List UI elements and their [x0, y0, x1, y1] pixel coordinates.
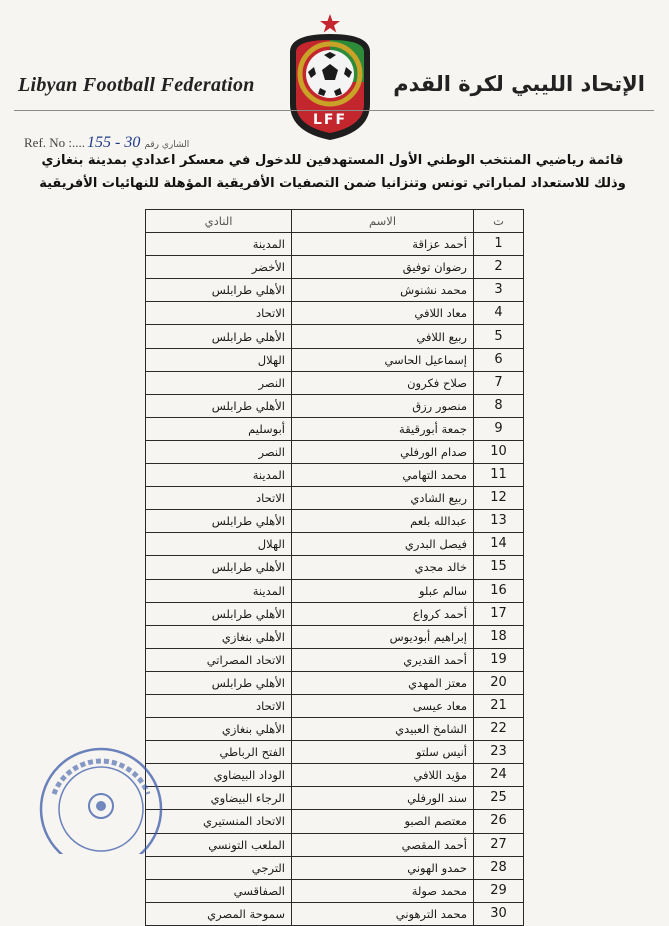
- row-number: 14: [474, 533, 524, 556]
- table-row: [146, 487, 524, 510]
- table-row: [146, 694, 524, 717]
- player-name: خالد مجدي: [292, 556, 474, 579]
- row-number: 15: [474, 556, 524, 579]
- player-club: الأهلي طرابلس: [146, 325, 292, 348]
- table-row: [146, 325, 524, 348]
- player-club: المدينة: [146, 579, 292, 602]
- row-number: 12: [474, 487, 524, 510]
- table-row: [146, 371, 524, 394]
- player-name: صدام الورفلي: [292, 440, 474, 463]
- table-row: [146, 764, 524, 787]
- table-row: [146, 440, 524, 463]
- player-name: فيصل البدري: [292, 533, 474, 556]
- row-number: 24: [474, 764, 524, 787]
- reference-number: [24, 134, 189, 152]
- row-number: 16: [474, 579, 524, 602]
- table-row: [146, 810, 524, 833]
- table-row: [146, 648, 524, 671]
- player-name: أحمد المقصي: [292, 833, 474, 856]
- player-club: النصر: [146, 371, 292, 394]
- player-name: صلاح فكرون: [292, 371, 474, 394]
- player-name: ربيع اللافي: [292, 325, 474, 348]
- document-title-line-1: قائمة رياضيي المنتخب الوطني الأول المستهدفين للدخول في معسكر اعدادي بمدينة بنغازي: [41, 153, 624, 168]
- player-club: أبوسليم: [146, 417, 292, 440]
- table-row: [146, 579, 524, 602]
- row-number: 26: [474, 810, 524, 833]
- player-name: الشامخ العبيدي: [292, 718, 474, 741]
- player-name: إسماعيل الحاسي: [292, 348, 474, 371]
- reference-value: 155 - 30: [87, 134, 141, 151]
- player-club: الأهلي بنغازي: [146, 718, 292, 741]
- player-name: سند الورفلي: [292, 787, 474, 810]
- player-club: الأهلي طرابلس: [146, 394, 292, 417]
- table-row: [146, 833, 524, 856]
- official-stamp: [36, 744, 166, 854]
- player-club: الهلال: [146, 348, 292, 371]
- player-club: الأهلي بنغازي: [146, 625, 292, 648]
- player-club: الصفاقسي: [146, 879, 292, 902]
- player-club: الاتحاد: [146, 302, 292, 325]
- player-name: معتصم الصبو: [292, 810, 474, 833]
- row-number: 17: [474, 602, 524, 625]
- row-number: 5: [474, 325, 524, 348]
- row-number: 22: [474, 718, 524, 741]
- player-name: محمد نشنوش: [292, 279, 474, 302]
- player-roster-table: [145, 209, 524, 926]
- player-club: الفتح الرباطي: [146, 741, 292, 764]
- player-name: أحمد عزاقة: [292, 233, 474, 256]
- player-name: عبدالله بلعم: [292, 510, 474, 533]
- player-name: معتز المهدي: [292, 671, 474, 694]
- table-row: [146, 279, 524, 302]
- lff-logo: [284, 12, 376, 142]
- table-row: [146, 510, 524, 533]
- row-number: 6: [474, 348, 524, 371]
- player-club: الأهلي طرابلس: [146, 602, 292, 625]
- player-club: سموحة المصري: [146, 902, 292, 925]
- player-name: محمد صولة: [292, 879, 474, 902]
- player-name: محمد التهامي: [292, 464, 474, 487]
- player-club: الأهلي طرابلس: [146, 279, 292, 302]
- player-name: منصور رزق: [292, 394, 474, 417]
- player-club: الاتحاد: [146, 487, 292, 510]
- row-number: 2: [474, 256, 524, 279]
- row-number: 4: [474, 302, 524, 325]
- player-name: جمعة أبورقيقة: [292, 417, 474, 440]
- table-row: [146, 741, 524, 764]
- row-number: 8: [474, 394, 524, 417]
- document-title-line-2: وذلك للاستعداد لمباراتي تونس وتنزانيا ضمن التصفيات الأفريقية المؤهلة للنهائيات الأفريقية: [39, 176, 626, 191]
- row-number: 19: [474, 648, 524, 671]
- player-name: أحمد كرواع: [292, 602, 474, 625]
- row-number: 1: [474, 233, 524, 256]
- row-number: 23: [474, 741, 524, 764]
- row-number: 27: [474, 833, 524, 856]
- player-club: الأهلي طرابلس: [146, 556, 292, 579]
- table-row: [146, 718, 524, 741]
- logo-star-icon: [320, 14, 340, 33]
- row-number: 10: [474, 440, 524, 463]
- row-number: 21: [474, 694, 524, 717]
- player-name: إبراهيم أبوديوس: [292, 625, 474, 648]
- table-row: [146, 671, 524, 694]
- player-club: الأخضر: [146, 256, 292, 279]
- player-club: المدينة: [146, 464, 292, 487]
- row-number: 7: [474, 371, 524, 394]
- federation-name-ar: الإتحاد الليبي لكرة القدم: [393, 72, 645, 96]
- header-name: الاسم: [292, 210, 474, 233]
- row-number: 11: [474, 464, 524, 487]
- player-club: الترجي: [146, 856, 292, 879]
- table-header-row: [146, 210, 524, 233]
- header-divider: [14, 110, 654, 111]
- table-row: [146, 879, 524, 902]
- row-number: 3: [474, 279, 524, 302]
- row-number: 28: [474, 856, 524, 879]
- header-num: ت: [474, 210, 524, 233]
- table-row: [146, 902, 524, 925]
- player-club: المدينة: [146, 233, 292, 256]
- player-name: معاد اللافي: [292, 302, 474, 325]
- table-row: [146, 348, 524, 371]
- table-row: [146, 556, 524, 579]
- player-club: الاتحاد المصراتي: [146, 648, 292, 671]
- player-name: أنيس سلتو: [292, 741, 474, 764]
- table-row: [146, 233, 524, 256]
- player-club: النصر: [146, 440, 292, 463]
- player-club: الاتحاد: [146, 694, 292, 717]
- logo-text: LFF: [312, 112, 348, 128]
- player-club: الأهلي طرابلس: [146, 671, 292, 694]
- row-number: 25: [474, 787, 524, 810]
- table-row: [146, 417, 524, 440]
- player-club: الوداد البيضاوي: [146, 764, 292, 787]
- reference-label-ar: الشاري رقم: [144, 140, 190, 150]
- player-name: أحمد القديري: [292, 648, 474, 671]
- table-row: [146, 602, 524, 625]
- table-row: [146, 856, 524, 879]
- player-name: سالم عبلو: [292, 579, 474, 602]
- player-name: ربيع الشادي: [292, 487, 474, 510]
- player-club: الاتحاد المنستيري: [146, 810, 292, 833]
- federation-name-en: Libyan Football Federation: [18, 74, 255, 96]
- player-name: مؤيد اللافي: [292, 764, 474, 787]
- player-club: الملعب التونسي: [146, 833, 292, 856]
- player-name: محمد الترهوني: [292, 902, 474, 925]
- player-name: رضوان توفيق: [292, 256, 474, 279]
- row-number: 13: [474, 510, 524, 533]
- table-row: [146, 302, 524, 325]
- row-number: 18: [474, 625, 524, 648]
- table-row: [146, 787, 524, 810]
- row-number: 30: [474, 902, 524, 925]
- table-row: [146, 533, 524, 556]
- reference-label: Ref. No :....: [24, 135, 86, 150]
- row-number: 20: [474, 671, 524, 694]
- player-club: الأهلي طرابلس: [146, 510, 292, 533]
- table-row: [146, 464, 524, 487]
- player-name: معاد عيسى: [292, 694, 474, 717]
- row-number: 29: [474, 879, 524, 902]
- player-name: حمدو الهوني: [292, 856, 474, 879]
- table-row: [146, 394, 524, 417]
- table-row: [146, 625, 524, 648]
- row-number: 9: [474, 417, 524, 440]
- header-club: النادي: [146, 210, 292, 233]
- player-club: الرجاء البيضاوي: [146, 787, 292, 810]
- table-row: [146, 256, 524, 279]
- player-club: الهلال: [146, 533, 292, 556]
